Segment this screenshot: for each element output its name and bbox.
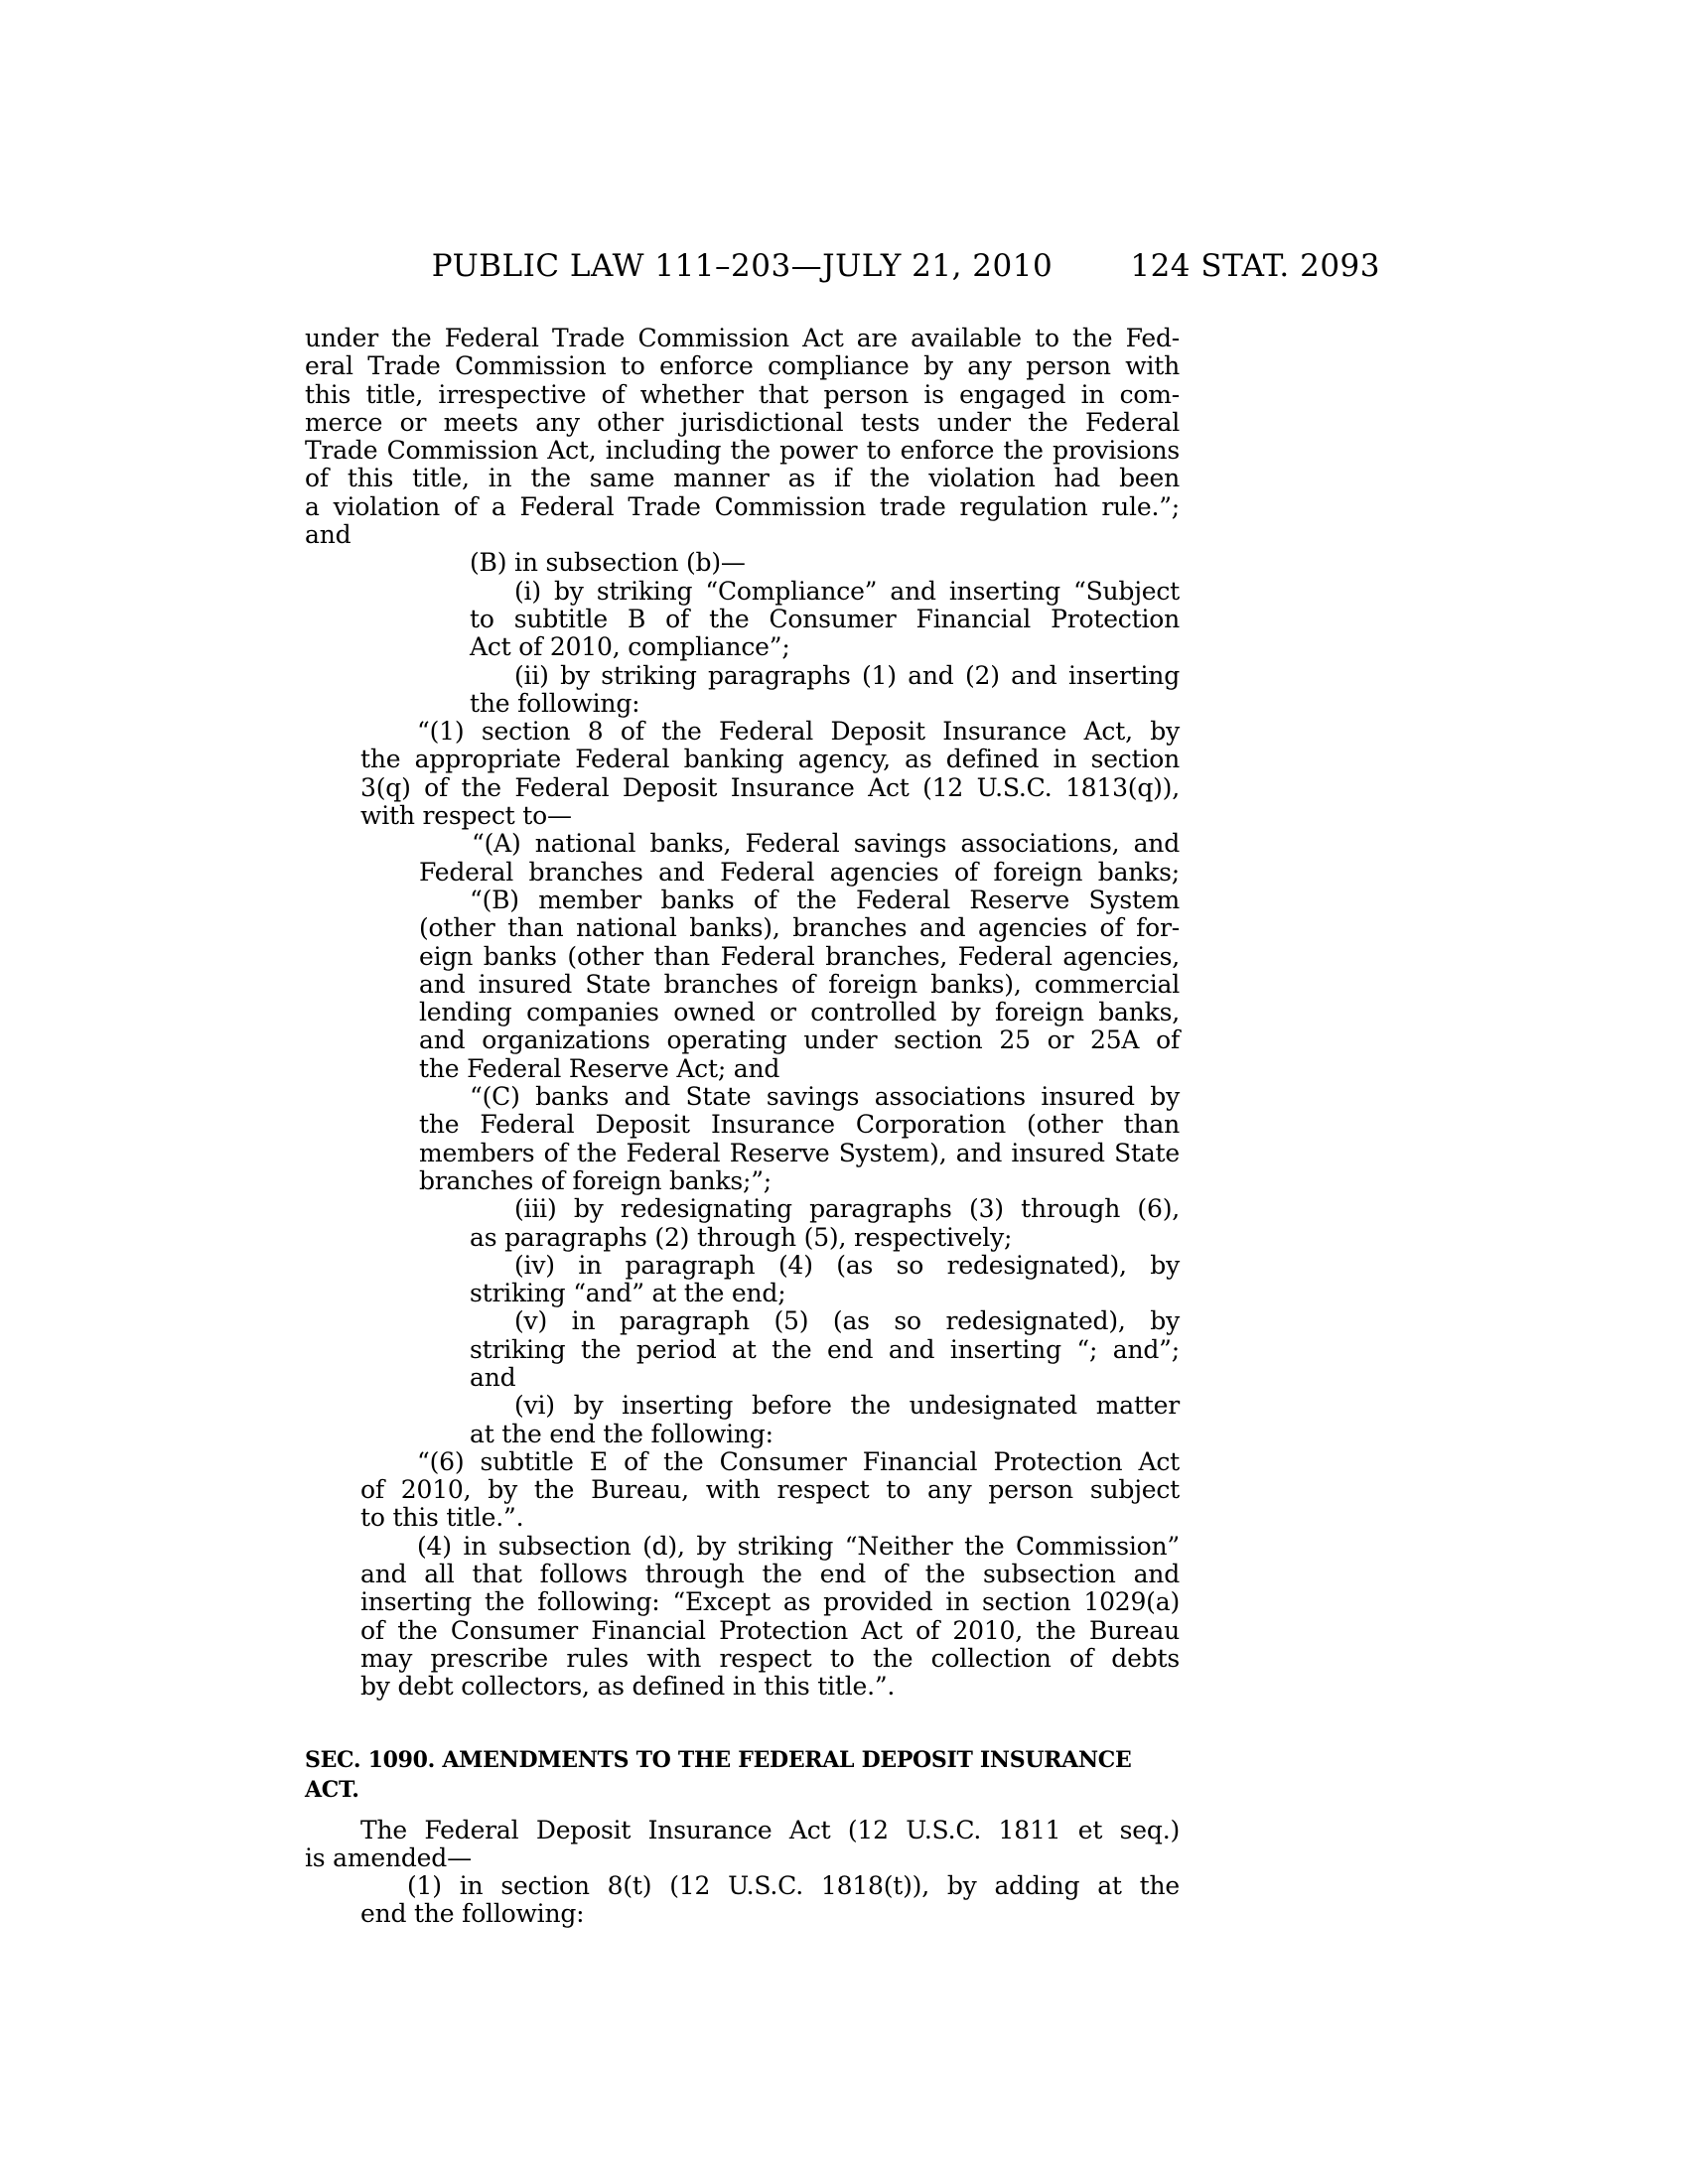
text-line: a violation of a Federal Trade Commission trade regulation rule.”; bbox=[305, 491, 1180, 521]
text-line: eign banks (other than Federal branches, Federal agencies, bbox=[419, 941, 1180, 971]
text-line: of 2010, by the Bureau, with respect to any person subject bbox=[360, 1475, 1180, 1505]
text-line: with respect to— bbox=[360, 801, 572, 831]
text-line: “(1) section 8 of the Federal Deposit Insurance Act, by bbox=[417, 717, 1180, 747]
text-line: lending companies owned or controlled by foreign banks, bbox=[419, 998, 1180, 1027]
text-line: the Federal Reserve Act; and bbox=[419, 1053, 780, 1083]
section-heading: SEC. 1090. AMENDMENTS TO THE FEDERAL DEPOSIT INSURANCE ACT. bbox=[305, 1746, 1132, 1803]
text-line: to subtitle B of the Consumer Financial Protection bbox=[470, 604, 1180, 633]
text-line: by debt collectors, as defined in this title.”. bbox=[360, 1672, 896, 1702]
text-line: as paragraphs (2) through (5), respectively; bbox=[470, 1222, 1013, 1252]
page-header-stat-number: 124 STAT. 2093 bbox=[1130, 248, 1380, 284]
text-line: and bbox=[470, 1362, 516, 1392]
text-line: “(A) national banks, Federal savings associations, and bbox=[472, 829, 1180, 859]
text-line: is amended— bbox=[305, 1843, 472, 1872]
statute-text-column bbox=[305, 325, 1180, 1929]
text-line: Trade Commission Act, including the power to enforce the provisions bbox=[305, 436, 1180, 466]
text-line: (other than national banks), branches and agencies of for- bbox=[419, 913, 1180, 943]
text-line: striking “and” at the end; bbox=[470, 1279, 786, 1308]
text-line: this title, irrespective of whether that person is engaged in com- bbox=[305, 379, 1180, 409]
text-line: and all that follows through the end of the subsection and bbox=[360, 1560, 1180, 1589]
text-line: Act of 2010, compliance”; bbox=[470, 632, 790, 662]
text-line: may prescribe rules with respect to the collection of debts bbox=[360, 1643, 1180, 1673]
text-line: striking the period at the end and inserting “; and”; bbox=[470, 1334, 1180, 1364]
text-line: “(B) member banks of the Federal Reserve System bbox=[470, 885, 1180, 914]
text-line: inserting the following: “Except as provided in section 1029(a) bbox=[360, 1587, 1180, 1617]
text-line: at the end the following: bbox=[470, 1419, 774, 1448]
text-line: “(6) subtitle E of the Consumer Financial Protection Act bbox=[417, 1446, 1180, 1476]
text-line: The Federal Deposit Insurance Act (12 U.S.C. 1811 et seq.) bbox=[360, 1815, 1180, 1844]
text-line: to this title.”. bbox=[360, 1503, 524, 1533]
text-line: 3(q) of the Federal Deposit Insurance Act (12 U.S.C. 1813(q)), bbox=[360, 772, 1180, 802]
text-line: of the Consumer Financial Protection Act of 2010, the Bureau bbox=[360, 1615, 1180, 1645]
text-line: Federal branches and Federal agencies of foreign banks; bbox=[419, 857, 1180, 887]
text-line: (1) in section 8(t) (12 U.S.C. 1818(t)), by adding at the bbox=[407, 1871, 1180, 1901]
text-line: “(C) banks and State savings associations insured by bbox=[470, 1082, 1180, 1112]
text-line: (B) in subsection (b)— bbox=[470, 548, 746, 578]
text-line: and bbox=[305, 520, 352, 550]
text-line: the appropriate Federal banking agency, as defined in section bbox=[360, 745, 1180, 774]
text-line: (ii) by striking paragraphs (1) and (2) and inserting bbox=[514, 660, 1180, 690]
text-line: (iv) in paragraph (4) (as so redesignated), by bbox=[514, 1250, 1180, 1280]
text-line: branches of foreign banks;”; bbox=[419, 1165, 772, 1195]
text-line: under the Federal Trade Commission Act are available to the Fed- bbox=[305, 324, 1180, 352]
text-line: (v) in paragraph (5) (as so redesignated), by bbox=[514, 1306, 1180, 1336]
text-line: and insured State branches of foreign banks), commercial bbox=[419, 969, 1180, 999]
text-line: merce or meets any other jurisdictional tests under the Federal bbox=[305, 407, 1180, 437]
text-line: of this title, in the same manner as if the violation had been bbox=[305, 464, 1180, 493]
text-line: the Federal Deposit Insurance Corporation (other than bbox=[419, 1110, 1180, 1140]
text-line: members of the Federal Reserve System), and insured State bbox=[419, 1138, 1180, 1167]
text-line: (4) in subsection (d), by striking “Neither the Commission” bbox=[417, 1531, 1180, 1561]
text-line: and organizations operating under section 25 or 25A of bbox=[419, 1025, 1180, 1055]
text-line: eral Trade Commission to enforce compliance by any person with bbox=[305, 351, 1180, 381]
page-header-law-title: PUBLIC LAW 111–203—JULY 21, 2010 bbox=[431, 248, 1054, 284]
text-line: end the following: bbox=[360, 1899, 585, 1929]
text-line: (i) by striking “Compliance” and inserting “Subject bbox=[514, 576, 1180, 606]
text-line: (vi) by inserting before the undesignated matter bbox=[514, 1391, 1180, 1421]
text-line: the following: bbox=[470, 688, 640, 718]
text-line: (iii) by redesignating paragraphs (3) through (6), bbox=[514, 1194, 1180, 1224]
